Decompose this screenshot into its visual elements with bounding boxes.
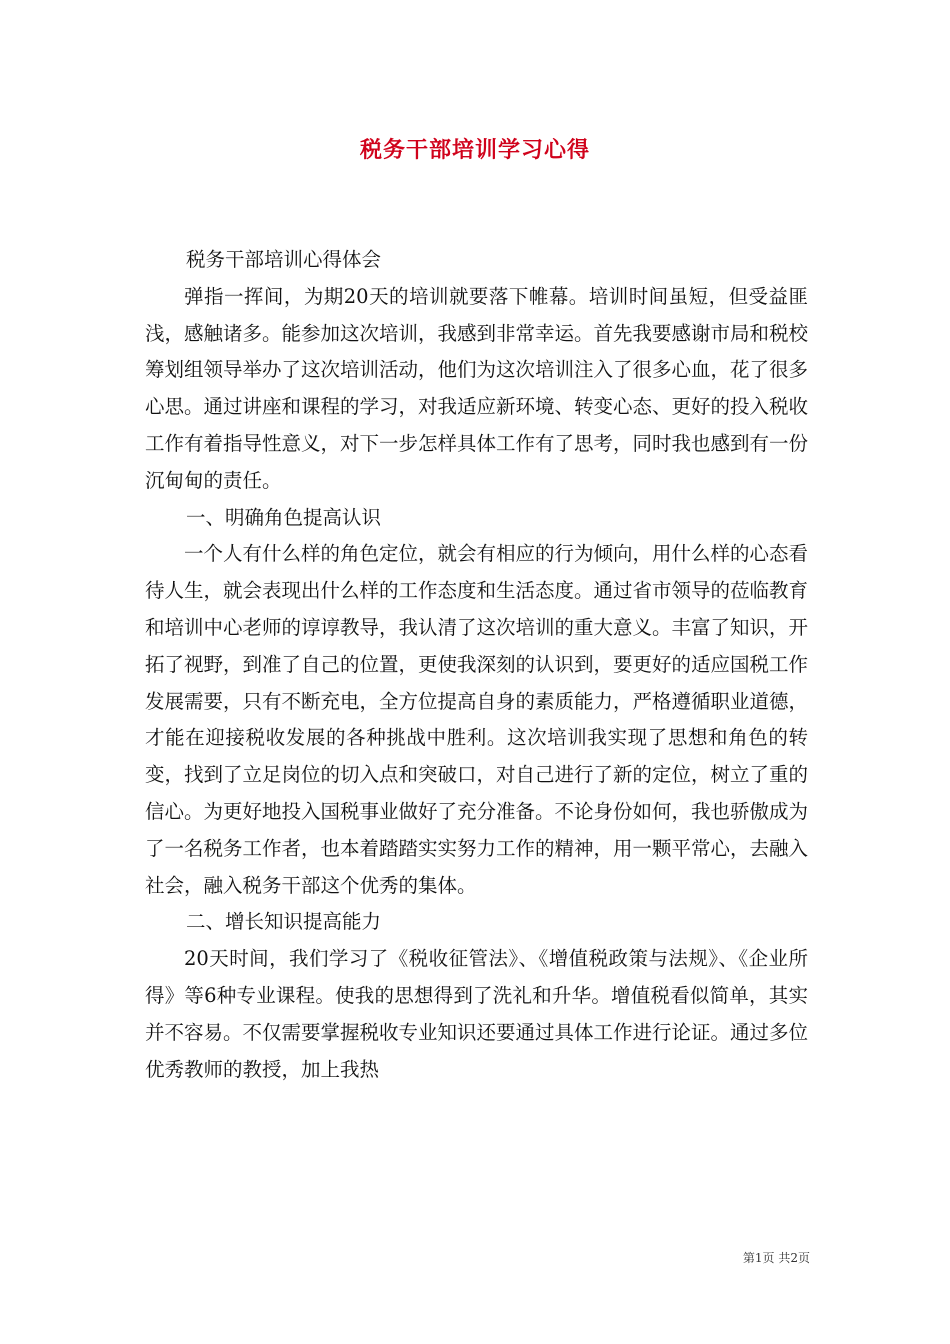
body-paragraph: 一个人有什么样的角色定位，就会有相应的行为倾向，用什么样的心态看待人生，就会表现出什么样的工作态度和生活态度。通过省市领导的莅临教育和培训中心老师的谆谆教导，我认清了这次培训的重大意义。丰富了知识，开拓了视野，到准了自己的位置，更使我深刻的认识到，要更好的适应国税工作发展需要，只有不断充电，全方位提高自身的素质能力，严格遵循职业道德，才能在迎接税收发展的各种挑战中胜利。这次培训我实现了思想和角色的转变，找到了立足岗位的切入点和突破口，对自己进行了新的定位，树立了重的信心。为更好地投入国税事业做好了充分准备。不论身份如何，我也骄傲成为了一名税务工作者，也本着踏踏实实努力工作的精神，用一颗平常心，去融入社会，融入税务干部这个优秀的集体。 bbox=[145, 542, 809, 897]
section-heading: 二、增长知识提高能力 bbox=[185, 910, 381, 934]
document-body bbox=[145, 242, 808, 1088]
document-title: 税务干部培训学习心得 bbox=[359, 137, 590, 163]
body-paragraph: 20天时间，我们学习了《税收征管法》、《增值税政策与法规》、《企业所得》等6种专业课程。使我的思想得到了洗礼和升华。增值税看似简单，其实并不容易。不仅需要掌握税收专业知识还要通过具体工作进行论证。通过多位优秀教师的教授，加上我热 bbox=[145, 947, 809, 1081]
page-number: 第1页 共2页 bbox=[742, 1251, 810, 1265]
body-paragraph: 弹指一挥间，为期20天的培训就要落下帷幕。培训时间虽短，但受益匪浅，感触诸多。能参加这次培训，我感到非常幸运。首先我要感谢市局和税校筹划组领导举办了这次培训活动，他们为这次培训注入了很多心血，花了很多心思。通过讲座和课程的学习，对我适应新环境、转变心态、更好的投入税收工作有着指导性意义，对下一步怎样具体工作有了思考，同时我也感到有一份沉甸甸的责任。 bbox=[145, 284, 809, 492]
subtitle-paragraph: 税务干部培训心得体会 bbox=[185, 248, 381, 271]
section-heading: 一、明确角色提高认识 bbox=[185, 505, 381, 529]
